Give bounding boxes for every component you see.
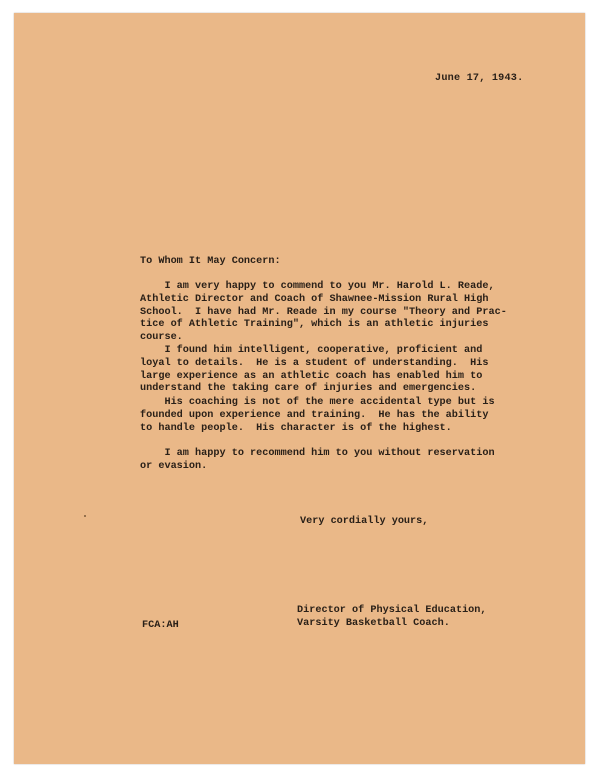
paragraph-line: founded upon experience and training. He has the ability (140, 409, 489, 421)
paragraph-line: I found him intelligent, cooperative, proficient and (140, 345, 483, 356)
closing: Very cordially yours, (300, 516, 429, 527)
paragraph-line: I am very happy to commend to you Mr. Harold L. Reade, (140, 281, 495, 292)
paragraph-line: loyal to details. He is a student of understanding. His (140, 357, 489, 369)
signature-title-line: Varsity Basketball Coach. (297, 618, 450, 629)
paragraph-line: or evasion. (140, 460, 208, 472)
paragraph-2 (140, 345, 489, 396)
paragraph-3 (140, 397, 495, 435)
paragraph-4 (140, 448, 495, 474)
paragraph-line: to handle people. His character is of the highest. (140, 422, 452, 434)
salutation: To Whom It May Concern: (140, 256, 281, 267)
paragraph-line: His coaching is not of the mere accidental type but is (140, 397, 495, 408)
paragraph-line: Athletic Director and Coach of Shawnee-Mission Rural High (140, 293, 489, 305)
reference-initials: FCA:AH (142, 620, 179, 631)
signature-title-line: Director of Physical Education, (297, 605, 487, 616)
paragraph-line: tice of Athletic Training", which is an athletic injuries (140, 319, 489, 331)
paragraph-line: I am happy to recommend him to you without reservation (140, 448, 495, 459)
paper-speck (84, 515, 86, 517)
signature-block (297, 604, 487, 630)
paragraph-line: course. (140, 332, 183, 344)
letter-page (14, 13, 585, 764)
paragraph-1 (140, 281, 507, 345)
paragraph-line: large experience as an athletic coach has enabled him to (140, 370, 483, 382)
letter-date: June 17, 1943. (435, 73, 524, 84)
paragraph-line: understand the taking care of injuries and emergencies. (140, 383, 477, 395)
paragraph-line: School. I have had Mr. Reade in my course "Theory and Prac- (140, 306, 507, 318)
